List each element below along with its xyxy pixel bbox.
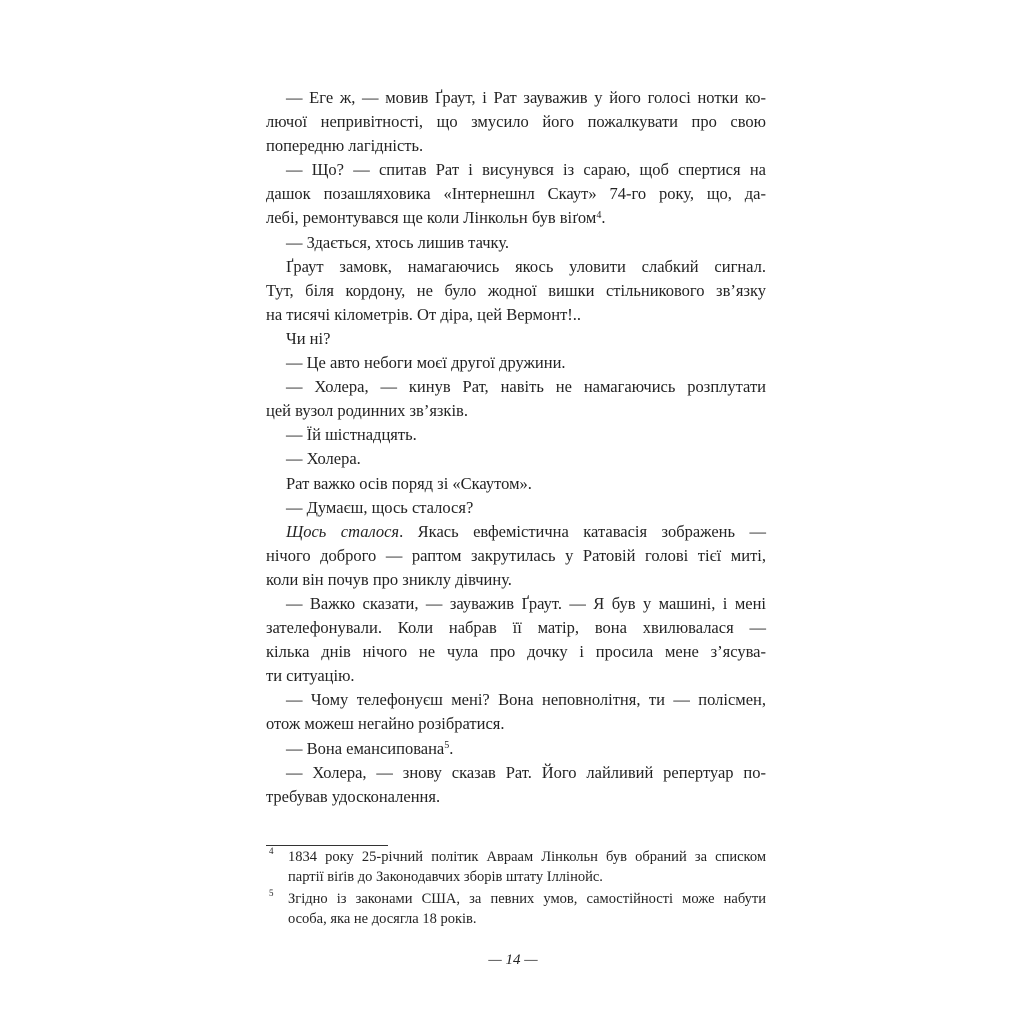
text-line: — Що? — спитав Рат і висунувся із сараю, щоб спертися на [286, 160, 766, 180]
line-text: — Вона емансипована [286, 738, 445, 758]
line-punctuation: . [449, 738, 454, 758]
emphasized-text: Щось сталося [286, 521, 400, 541]
text-line [266, 206, 766, 230]
footnote-reference[interactable]: 5 [444, 740, 450, 752]
line-punctuation: . [601, 208, 606, 228]
footnote-marker: 4 [269, 846, 274, 856]
paragraph [266, 375, 766, 423]
footnote-divider [266, 845, 388, 846]
paragraph [266, 761, 766, 809]
text-line: цей вузол родинних зв’язків. [266, 401, 468, 421]
text-line: — Це авто небоги моєї другої дружини. [286, 353, 566, 373]
footnote-line: особа, яка не досягла 18 років. [288, 910, 477, 927]
text-line: — Думаєш, щось сталося? [286, 497, 474, 517]
text-line: Рат важко осів поряд зі «Скаутом». [286, 473, 532, 493]
footnote-reference[interactable]: 4 [596, 209, 602, 221]
text-line: дашок позашляховика «Інтернешнл Скаут» 74-го року, що, да- [266, 184, 766, 204]
paragraph [266, 423, 766, 447]
paragraph [266, 255, 766, 327]
paragraph [266, 158, 766, 230]
paragraph [266, 447, 766, 471]
text-line: зателефонували. Коли набрав її матір, вона хвилювалася — [266, 618, 766, 638]
line-text: лебі, ремонтувався ще коли Лінкольн був віґом [266, 208, 597, 228]
text-line: коли він почув про зниклу дівчину. [266, 569, 512, 589]
text-line [266, 520, 766, 544]
paragraph [266, 351, 766, 375]
paragraph [266, 688, 766, 736]
footnote [266, 848, 766, 887]
text-line: — Важко сказати, — зауважив Ґраут. — Я був у машині, і мені [286, 593, 766, 613]
text-line: — Здається, хтось лишив тачку. [286, 232, 510, 252]
text-line: — Їй шістнадцять. [286, 425, 417, 445]
text-line: попередню лагідність. [266, 136, 424, 156]
text-line [266, 737, 766, 761]
text-line: кілька днів нічого не чула про дочку і просила мене з’ясува- [266, 642, 766, 662]
paragraph [266, 520, 766, 592]
text-line: — Чому телефонуєш мені? Вона неповнолітня, ти — полісмен, [286, 690, 766, 710]
paragraph [266, 231, 766, 255]
text-line: лючої непривітності, що змусило його пожалкувати про свою [266, 112, 766, 132]
page-number: — 14 — [488, 952, 538, 968]
footnotes [266, 848, 766, 932]
text-line: Ґраут замовк, намагаючись якось уловити слабкий сигнал. [286, 256, 766, 276]
text-line: нічого доброго — раптом закрутилась у Ратовій голові тієї миті, [266, 545, 766, 565]
text-line: — Холера. [286, 449, 361, 469]
body-text [266, 86, 766, 809]
text-line: Тут, біля кордону, не було жодної вишки стільникового зв’язку [266, 280, 766, 300]
footnote-marker: 5 [269, 888, 274, 899]
paragraph [266, 592, 766, 688]
text-line: — Еге ж, — мовив Ґраут, і Рат зауважив у його голосі нотки ко- [286, 88, 766, 107]
text-line: — Холера, — знову сказав Рат. Його лайливий репертуар по- [286, 762, 766, 782]
paragraph [266, 327, 766, 351]
footnote [266, 890, 766, 929]
text-line: на тисячі кілометрів. От діра, цей Вермонт!.. [266, 304, 582, 324]
line-text: . Якась евфемістична катавасія зображень — [399, 521, 767, 541]
paragraph [266, 86, 766, 158]
footnote-line: партії віґів до Законодавчих зборів штату Іллінойс. [288, 868, 603, 885]
paragraph [266, 472, 766, 496]
text-line: отож можеш негайно розібратися. [266, 714, 505, 734]
text-line: требував удосконалення. [266, 786, 441, 806]
paragraph [266, 496, 766, 520]
footnote-line: 1834 року 25-річний політик Авраам Лінкольн був обраний за списком [288, 849, 766, 865]
footnote-line: Згідно із законами США, за певних умов, самостійності може набути [288, 891, 766, 908]
paragraph [266, 737, 766, 761]
text-line: — Холера, — кинув Рат, навіть не намагаючись розплутати [286, 377, 766, 397]
text-line: Чи ні? [286, 328, 331, 348]
text-line: ти ситуацію. [266, 666, 355, 686]
